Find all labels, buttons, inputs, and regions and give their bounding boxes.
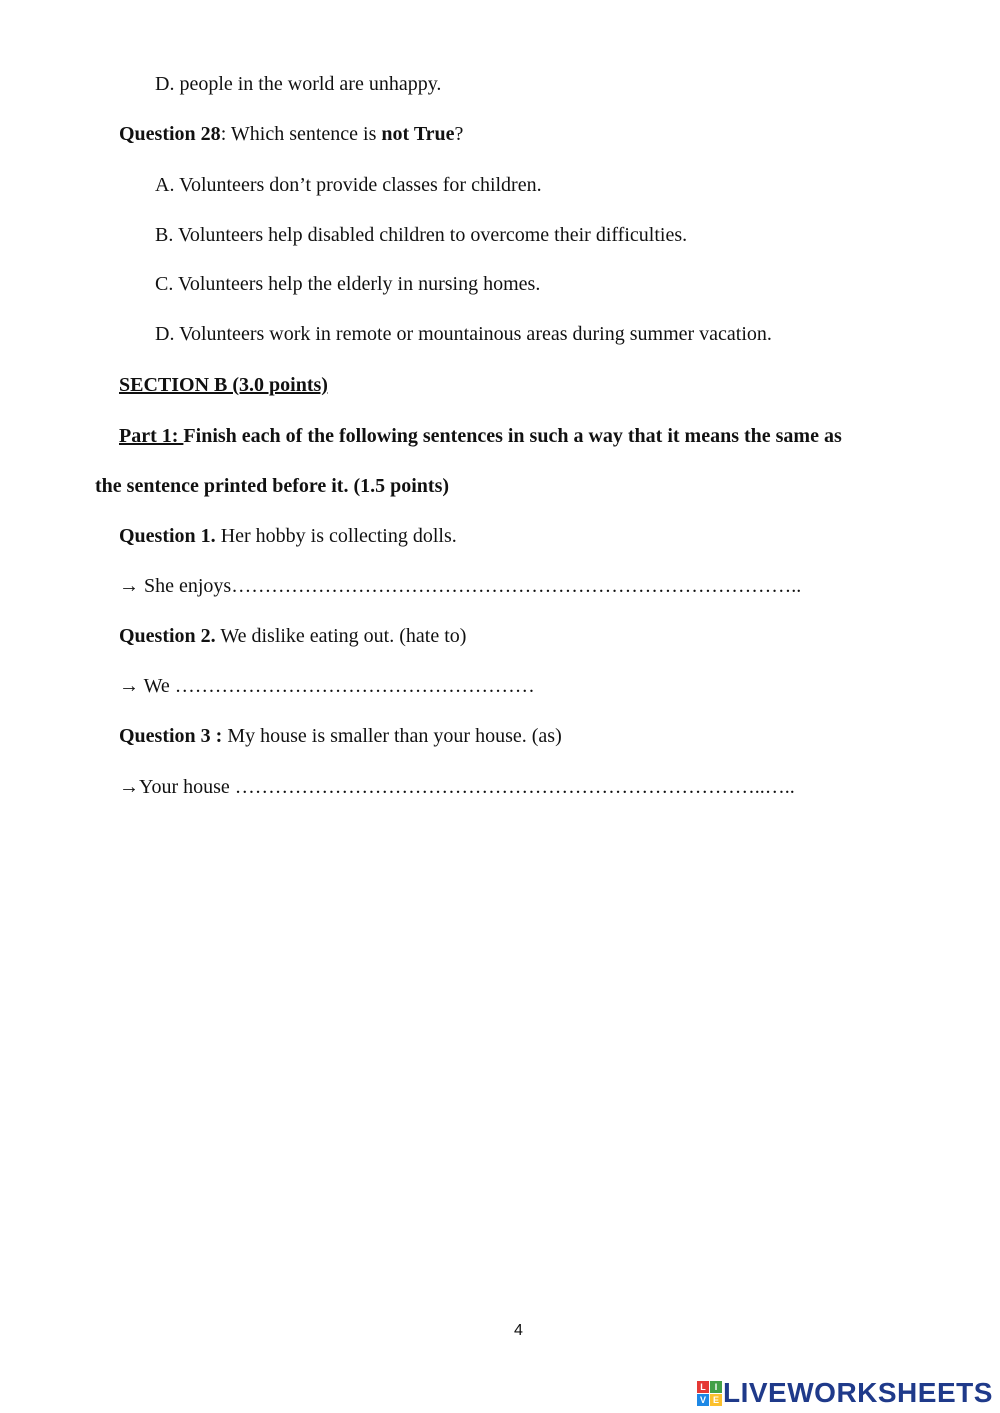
question-28-option-c: C. Volunteers help the elderly in nursing homes. (155, 273, 541, 295)
question-28-stem (119, 122, 463, 146)
question-2 (119, 624, 466, 648)
question-28-end: ? (454, 123, 464, 145)
question-1-label: Question 1. (119, 525, 216, 547)
logo-grid-cell: I (710, 1381, 722, 1393)
question-3-label: Question 3 : (119, 725, 223, 747)
logo-grid-icon (697, 1381, 721, 1405)
question-1 (119, 524, 457, 548)
question-27-option-d: D. people in the world are unhappy. (155, 73, 442, 95)
question-3-answer-line[interactable]: →Your house ……………………………………………………………………..….. (119, 776, 795, 798)
page-number: 4 (514, 1322, 523, 1339)
part-1-instruction: Finish each of the following sentences in such a way that it means the same as (183, 425, 842, 447)
logo-grid-cell: V (697, 1394, 709, 1406)
question-2-answer-line[interactable]: → We ……………………………………………… (119, 675, 535, 697)
question-3 (119, 724, 562, 748)
question-28-option-b: B. Volunteers help disabled children to overcome their difficulties. (155, 224, 688, 246)
part-1-instruction-line-2: the sentence printed before it. (1.5 points) (95, 475, 450, 497)
liveworksheets-logo[interactable] (697, 1376, 993, 1410)
question-28-option-d: D. Volunteers work in remote or mountainous areas during summer vacation. (155, 323, 772, 345)
question-1-text: Her hobby is collecting dolls. (215, 525, 457, 547)
question-28-emphasis: not True (381, 123, 455, 145)
section-b-title: SECTION B (3.0 points) (119, 374, 328, 396)
question-28-text: : Which sentence is (220, 123, 382, 145)
logo-grid-cell: L (697, 1381, 709, 1393)
question-3-text: My house is smaller than your house. (as) (222, 725, 562, 747)
question-28-label: Question 28 (119, 123, 221, 145)
part-1-label: Part 1: (119, 425, 184, 447)
part-1-instruction-line-1 (119, 424, 842, 448)
question-2-label: Question 2. (119, 625, 216, 647)
logo-text: LIVEWORKSHEETS (723, 1377, 993, 1408)
question-1-answer-line[interactable]: → She enjoys………………………………………………………………………….. (119, 575, 802, 597)
question-28-option-a: A. Volunteers don’t provide classes for children. (155, 174, 542, 196)
logo-grid-cell: E (710, 1394, 722, 1406)
question-2-text: We dislike eating out. (hate to) (215, 625, 467, 647)
